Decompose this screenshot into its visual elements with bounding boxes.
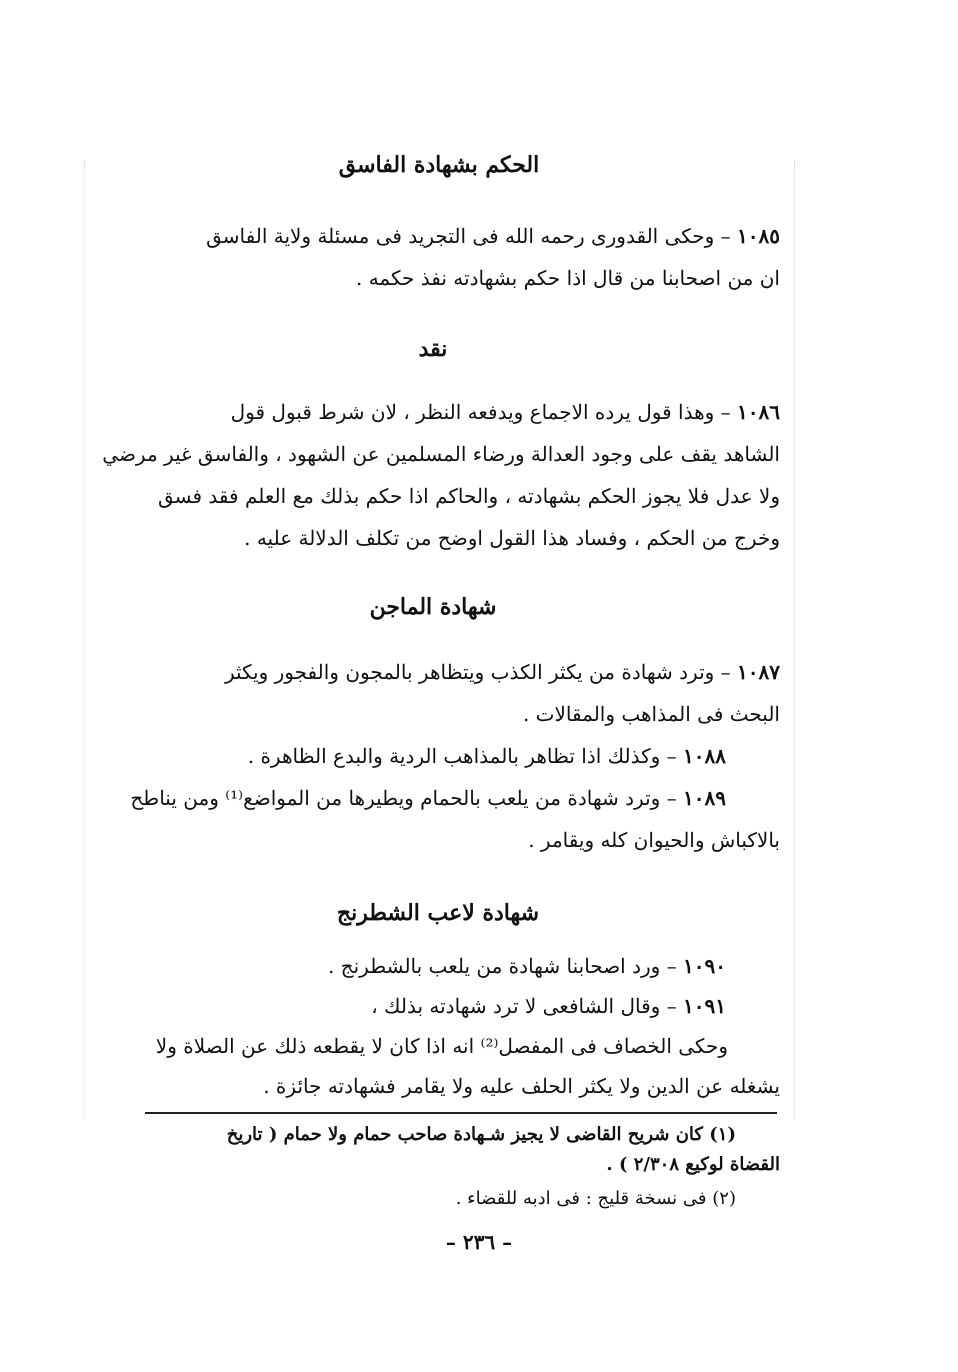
paragraph-1085-line-1 — [206, 226, 780, 246]
paragraph-number: ١٠٨٩ — [683, 786, 726, 810]
paragraph-number: ١٠٨٥ — [737, 224, 780, 248]
paragraph-khassaf-line-1: وحكى الخصاف فى المفصل⁽²⁾ انه اذا كان لا يقطعه ذلك عن الصلاة ولا — [155, 1034, 728, 1058]
paragraph-1086-line-1 — [231, 402, 780, 422]
paragraph-khassaf-line-2: يشغله عن الدين ولا يكثر الحلف عليه ولا يقامر فشهادته جائزة . — [263, 1074, 780, 1098]
paragraph-text: – وترد شهادة من يلعب بالحمام ويطيرها من المواضع⁽¹⁾ ومن يناطح — [130, 786, 677, 810]
section-heading-naqd: نقد — [418, 336, 448, 362]
paragraph-1090-line-1 — [328, 956, 726, 976]
paragraph-text: – ورد اصحابنا شهادة من يلعب بالشطرنج . — [327, 954, 677, 978]
footnote-text: كان شريح القاضى لا يجيز شـهادة صاحب حمام ولا حمام ( تاريخ — [226, 1124, 703, 1145]
footnote-divider — [145, 1112, 777, 1114]
paragraph-1086-line-2: الشاهد يقف على وجود العدالة ورضاء المسلمين عن الشهود ، والفاسق غير مرضي — [102, 442, 780, 466]
paragraph-1089-line-1 — [130, 788, 726, 808]
paragraph-text: – وكذلك اذا تظاهر بالمذاهب الردية والبدع الظاهرة . — [247, 744, 677, 768]
paragraph-1085-line-2: ان من اصحابنا من قال اذا حكم بشهادته نفذ حكمه . — [355, 266, 780, 290]
footnote-1-line-1 — [227, 1124, 736, 1145]
footnote-marker: (١) — [709, 1124, 736, 1145]
footnote-text: فى نسخة قليج : فى ادبه للقضاء . — [455, 1188, 707, 1209]
paragraph-number: ١٠٨٦ — [737, 400, 780, 424]
scan-artifact-right — [794, 160, 795, 1120]
paragraph-1088-line-1 — [248, 746, 726, 766]
paragraph-1086-line-4: وخرج من الحكم ، وفساد هذا القول اوضح من تكلف الدلالة عليه . — [244, 526, 780, 550]
paragraph-1091-line-1 — [371, 996, 726, 1016]
scan-artifact-left — [84, 160, 85, 1120]
paragraph-1086-line-3: ولا عدل فلا يجوز الحكم بشهادته ، والحاكم اذا حكم بذلك مع العلم فقد فسق — [157, 484, 780, 508]
paragraph-text: – وحكى القدورى رحمه الله فى التجريد فى مسئلة ولاية الفاسق — [206, 224, 731, 248]
footnote-marker: (٢) — [712, 1188, 736, 1209]
paragraph-1087-line-2: البحث فى المذاهب والمقالات . — [522, 702, 780, 726]
paragraph-number: ١٠٨٨ — [683, 744, 726, 768]
section-heading-majin: شهادة الماجن — [369, 594, 497, 620]
paragraph-1087-line-1 — [225, 662, 780, 682]
footnote-2-line-1 — [456, 1188, 736, 1209]
paragraph-text: – وقال الشافعى لا ترد شهادته بذلك ، — [371, 994, 677, 1018]
paragraph-text: – وترد شهادة من يكثر الكذب ويتظاهر بالمجون والفجور ويكثر — [224, 660, 731, 684]
paragraph-number: ١٠٨٧ — [737, 660, 780, 684]
paragraph-number: ١٠٩١ — [683, 994, 726, 1018]
section-heading-fasiq: الحكم بشهادة الفاسق — [338, 152, 540, 178]
paragraph-text: – وهذا قول يرده الاجماع ويدفعه النظر ، لان شرط قبول قول — [230, 400, 731, 424]
footnote-1-line-2: القضاة لوكيع ٢/٣٠٨ ) . — [606, 1154, 780, 1175]
page-number: – ٢٣٦ – — [445, 1230, 513, 1254]
section-heading-chess: شهادة لاعب الشطرنج — [336, 900, 540, 926]
paragraph-number: ١٠٩٠ — [683, 954, 726, 978]
paragraph-1089-line-2: بالاكباش والحيوان كله ويقامر . — [528, 828, 780, 852]
